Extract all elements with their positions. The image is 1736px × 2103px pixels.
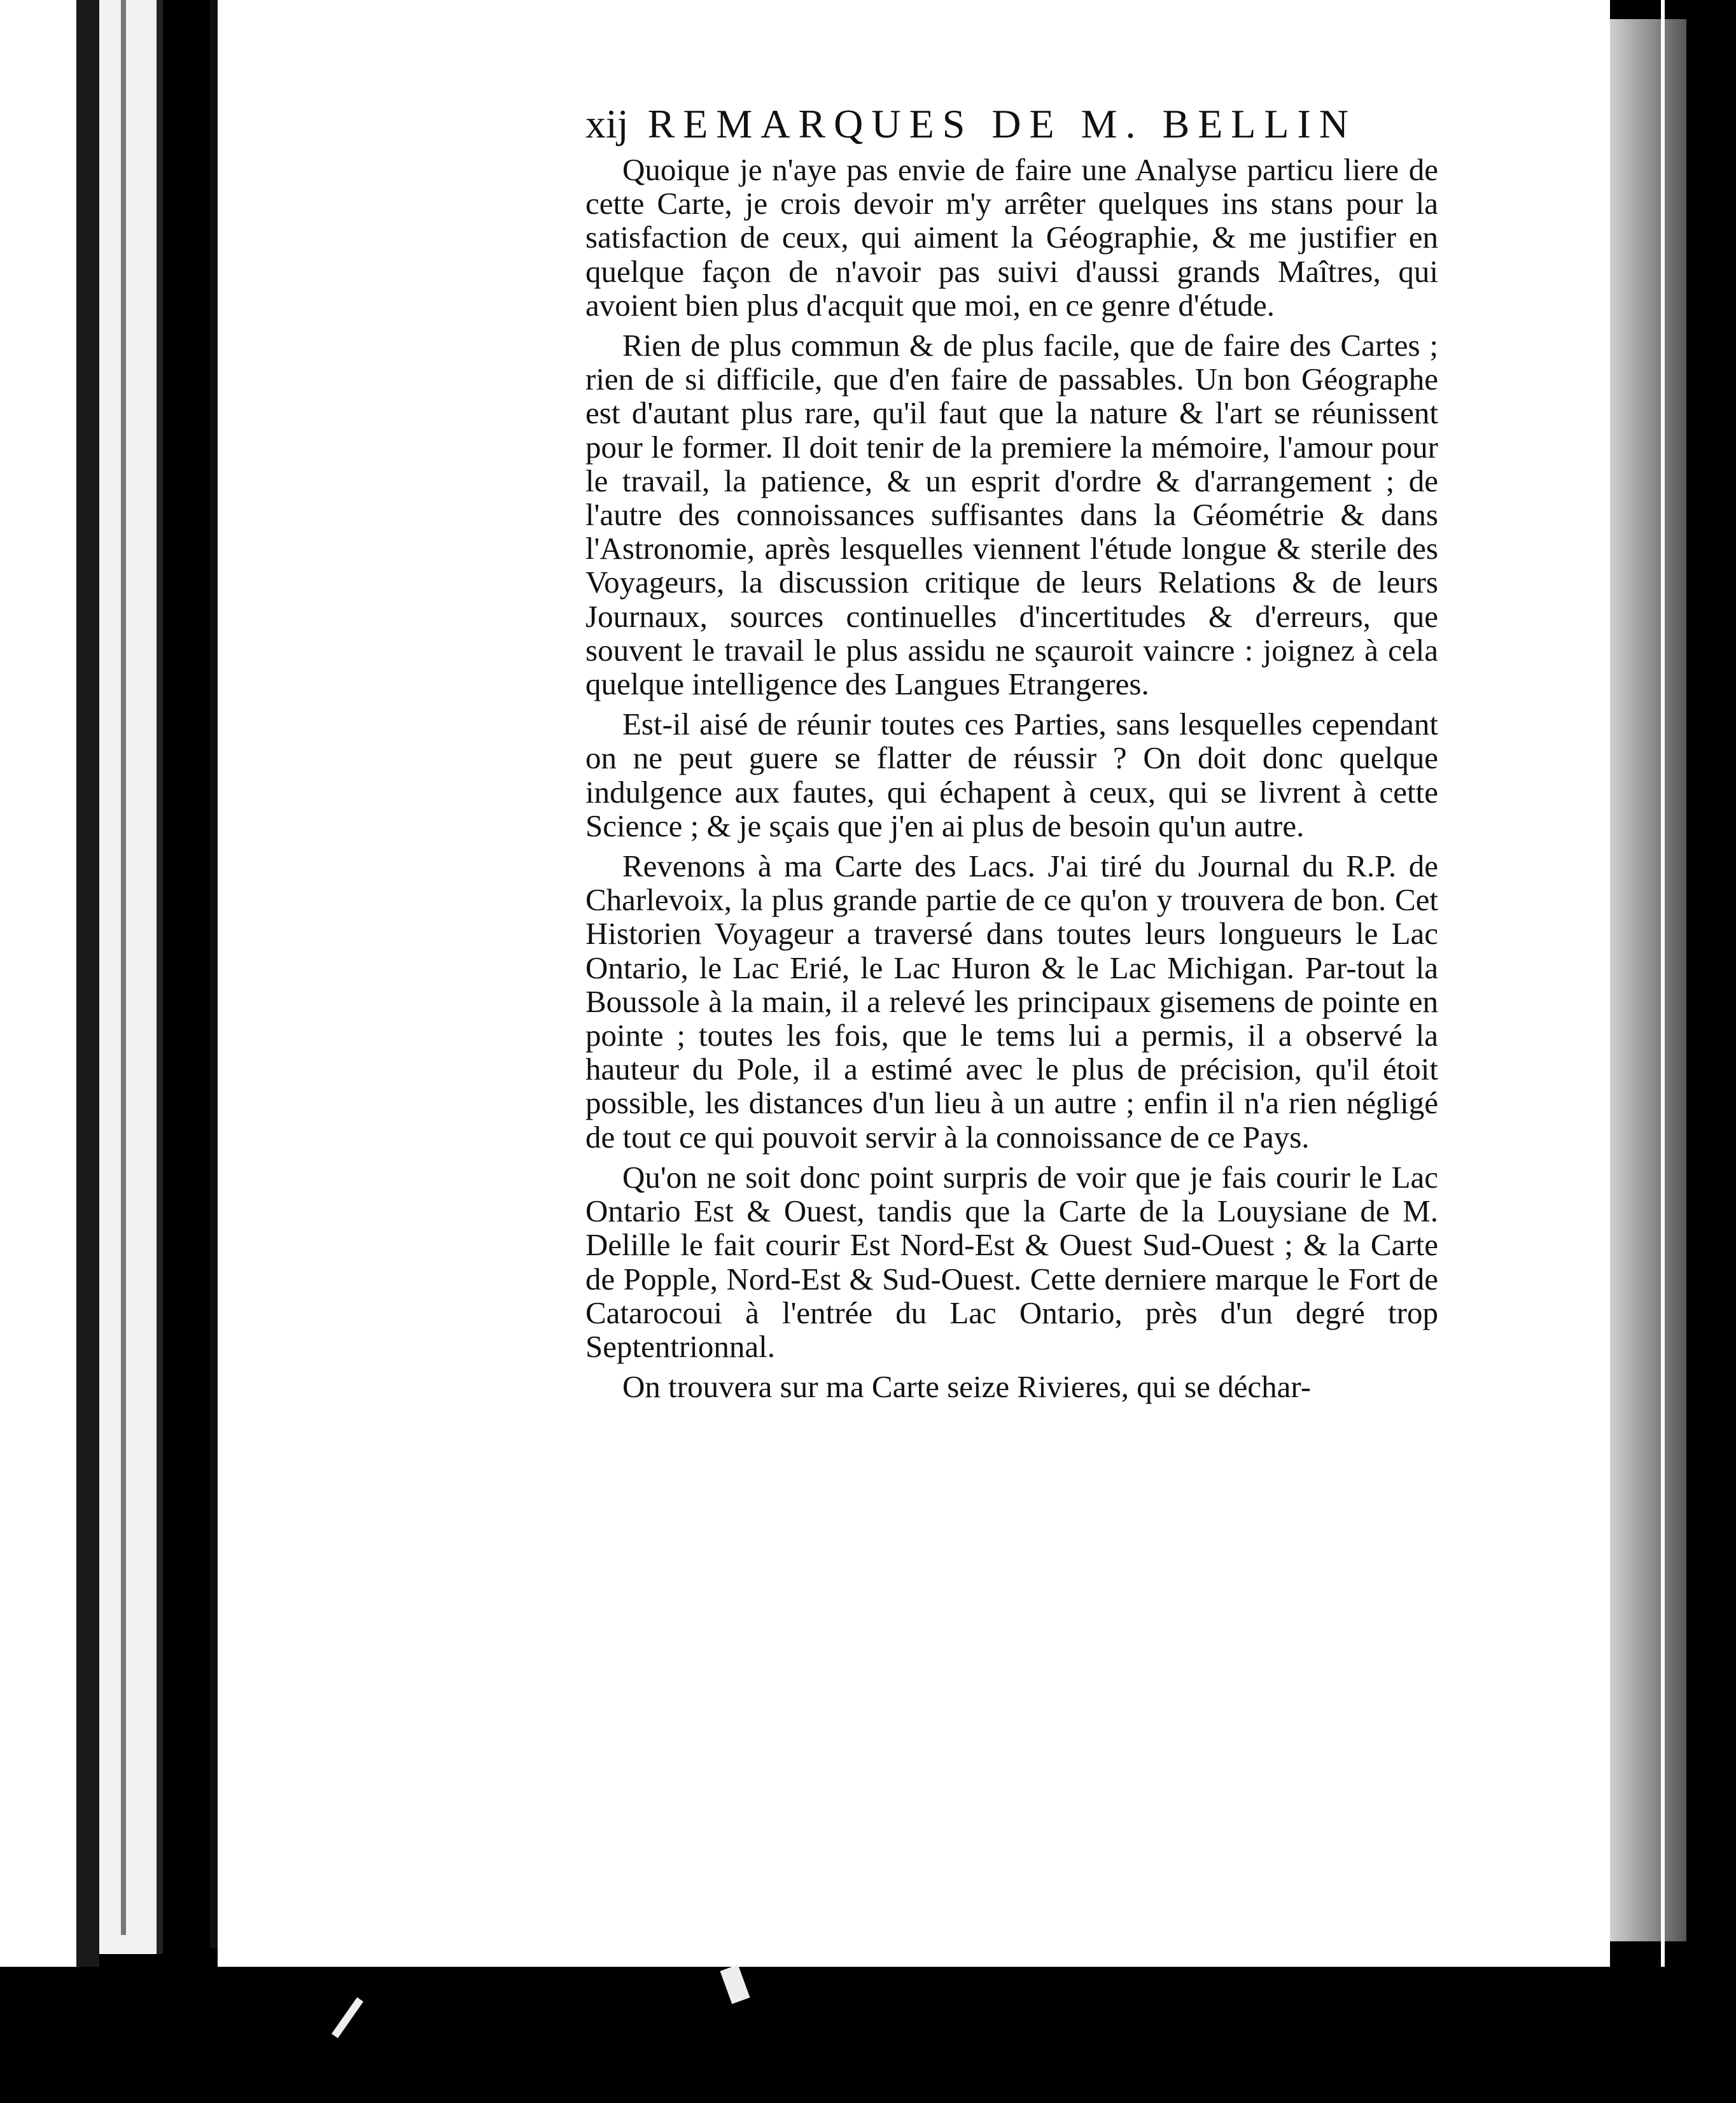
binding-line — [121, 0, 126, 1935]
page-text — [585, 99, 1438, 1403]
left-page-edge — [0, 0, 76, 1967]
bottom-shadow — [0, 1967, 1736, 2103]
paragraph: Est-il aisé de réunir toutes ces Parties, sans lesquelles cependant on ne peut guere se flatter de réussir ? On doit donc quelque indulgence aux fautes, qui échapent à ceux, qui se livrent à cette Science ; & je sçais que j'en ai plus de besoin qu'un autre. — [585, 707, 1438, 843]
paragraph: On trouvera sur ma Carte seize Rivieres, qui se déchar- — [622, 1369, 1312, 1405]
paragraph: Rien de plus commun & de plus facile, que de faire des Cartes ; rien de si difficile, que d'en faire de passables. Un bon Géographe est d'autant plus rare, qu'il faut que la nature & l'art se réunissent pour le former. Il doit tenir de la premiere la mémoire, l'amour pour le travail, la patience, & un esprit d'ordre & d'arrangement ; de l'autre des connoissances suffisantes dans la Géométrie & dans l'Astronomie, après lesquelles viennent l'étude longue & sterile des Voyageurs, la discussion critique de leurs Relations & de leurs Journaux, sources continuelles d'incertitudes & d'erreurs, que souvent le travail le plus assidu ne sçauroit vaincre : joignez à cela quelque intelligence des Langues Etrangeres. — [585, 328, 1438, 702]
page-number: xij — [585, 101, 629, 146]
right-page-edge-line — [1661, 0, 1665, 1973]
binding-gutter — [210, 0, 218, 1948]
right-page-stack — [1610, 19, 1686, 1941]
paragraph: Revenons à ma Carte des Lacs. J'ai tiré du Journal du R.P. de Charlevoix, la plus grande partie de ce qu'on y trouvera de bon. Cet Historien Voyageur a traversé dans toutes leurs longueurs le Lac Ontario, le Lac Erié, le Lac Huron & le Lac Michigan. Par-tout la Boussole à la main, il a relevé les principaux gisemens de pointe en pointe ; toutes les fois, que le tems lui a permis, il a observé la hauteur du Pole, il a estimé avec le plus de précision, qu'il étoit possible, les distances d'un lieu à un autre ; enfin il n'a rien négligé de tout ce qui pouvoit servir à la connoissance de ce Pays. — [585, 848, 1438, 1155]
binding-edge — [99, 0, 163, 1954]
paragraph: Quoique je n'aye pas envie de faire une Analyse particu liere de cette Carte, je crois devoir m'y arrêter quelques ins stans pour la satisfaction de ceux, qui aiment la Géographie, & me justifier en quelque façon de n'avoir pas suivi d'aussi grands Maîtres, qui avoient bien plus d'acquit que moi, en ce genre d'étude. — [585, 152, 1438, 323]
running-head — [585, 99, 1438, 153]
running-title: REMARQUES DE M. BELLIN — [647, 101, 1357, 146]
paragraph: Qu'on ne soit donc point surpris de voir que je fais courir le Lac Ontario Est & Ouest, tandis que la Carte de la Louysiane de M. Delille le fait courir Est Nord-Est & Ouest Sud-Ouest ; & la Carte de Popple, Nord-Est & Sud-Ouest. Cette derniere marque le Fort de Catarocoui à l'entrée du Lac Ontario, près d'un degré trop Septentrionnal. — [585, 1159, 1438, 1364]
binding-shadow — [76, 0, 99, 1967]
right-margin-shadow — [1686, 0, 1736, 2103]
